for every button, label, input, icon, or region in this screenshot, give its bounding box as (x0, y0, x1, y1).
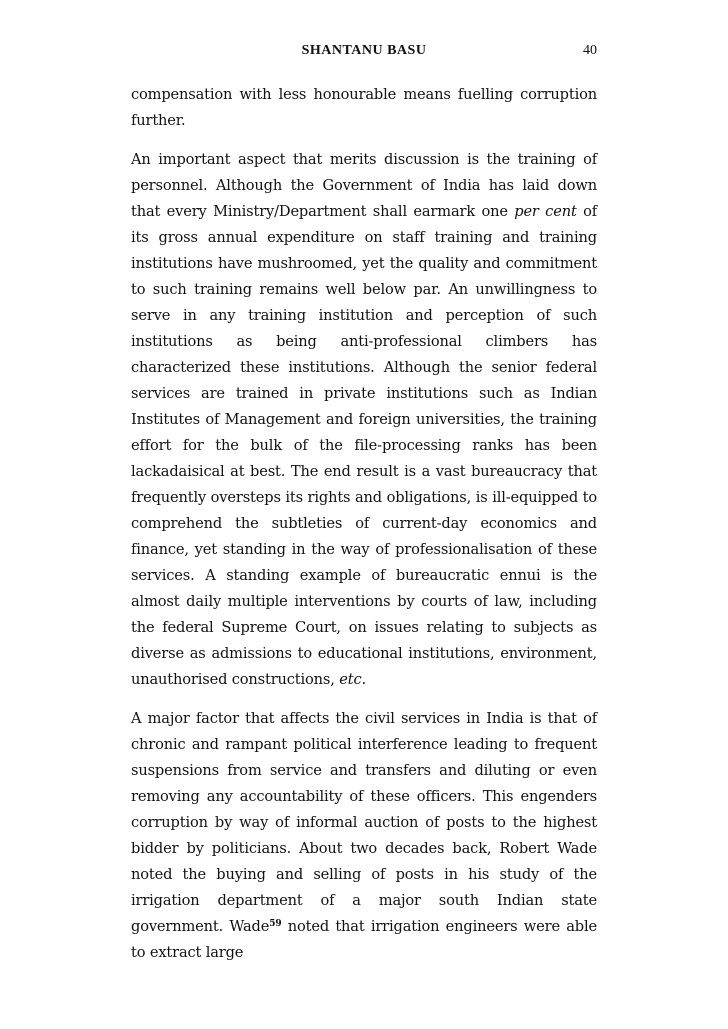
paragraph-1 (131, 82, 597, 134)
paragraph-2-text-b: of its gross annual expenditure on staff training and training institutions have mushroomed, yet the quality and commitment to such training remains well below par. An unwillingness to serve in any training institution and perception of such institutions as being anti-professional climbers has characterized these institutions. Although the senior federal services are trained in private institutions such as Indian Institutes of Management and foreign universities, the training effort for the bulk of the file-processing ranks has been lackadaisical at best. The end result is a vast bureaucracy that frequently oversteps its rights and obligations, is ill-equipped to comprehend the subtleties of current-day economics and finance, yet standing in the way of professionalisation of these services. A standing example of bureaucratic ennui is the almost daily multiple interventions by courts of law, including the federal Supreme Court, on issues relating to subjects as diverse as admissions to educational institutions, environment, unauthorised constructions, (131, 203, 597, 688)
paragraph-3-text-b: noted that irrigation engineers were able to extract large (131, 918, 597, 961)
paragraph-2-text-a: An important aspect that merits discussion is the training of personnel. Although the Government of India has laid down that every Ministry/Department shall earmark one (131, 151, 597, 220)
paragraph-1-text: compensation with less honourable means fuelling corruption further. (131, 86, 597, 129)
paragraph-3-text-a: A major factor that affects the civil services in India is that of chronic and rampant political interference leading to frequent suspensions from service and transfers and diluting or even removing any accountability of these officers. This engenders corruption by way of informal auction of posts to the highest bidder by politicians. About two decades back, Robert Wade noted the buying and selling of posts in his study of the irrigation department of a major south Indian state government. Wade (131, 710, 597, 935)
paragraph-2-italic-per-cent: per cent (514, 203, 577, 220)
paragraph-3 (131, 706, 597, 966)
footnote-reference[interactable]: 59 (269, 919, 282, 929)
paragraph-2 (131, 147, 597, 693)
paragraph-2-italic-etc: etc. (339, 671, 366, 688)
body-text (131, 82, 597, 966)
running-head-author: SHANTANU BASU (301, 43, 427, 58)
page-header (131, 43, 597, 63)
page-number: 40 (583, 43, 597, 58)
